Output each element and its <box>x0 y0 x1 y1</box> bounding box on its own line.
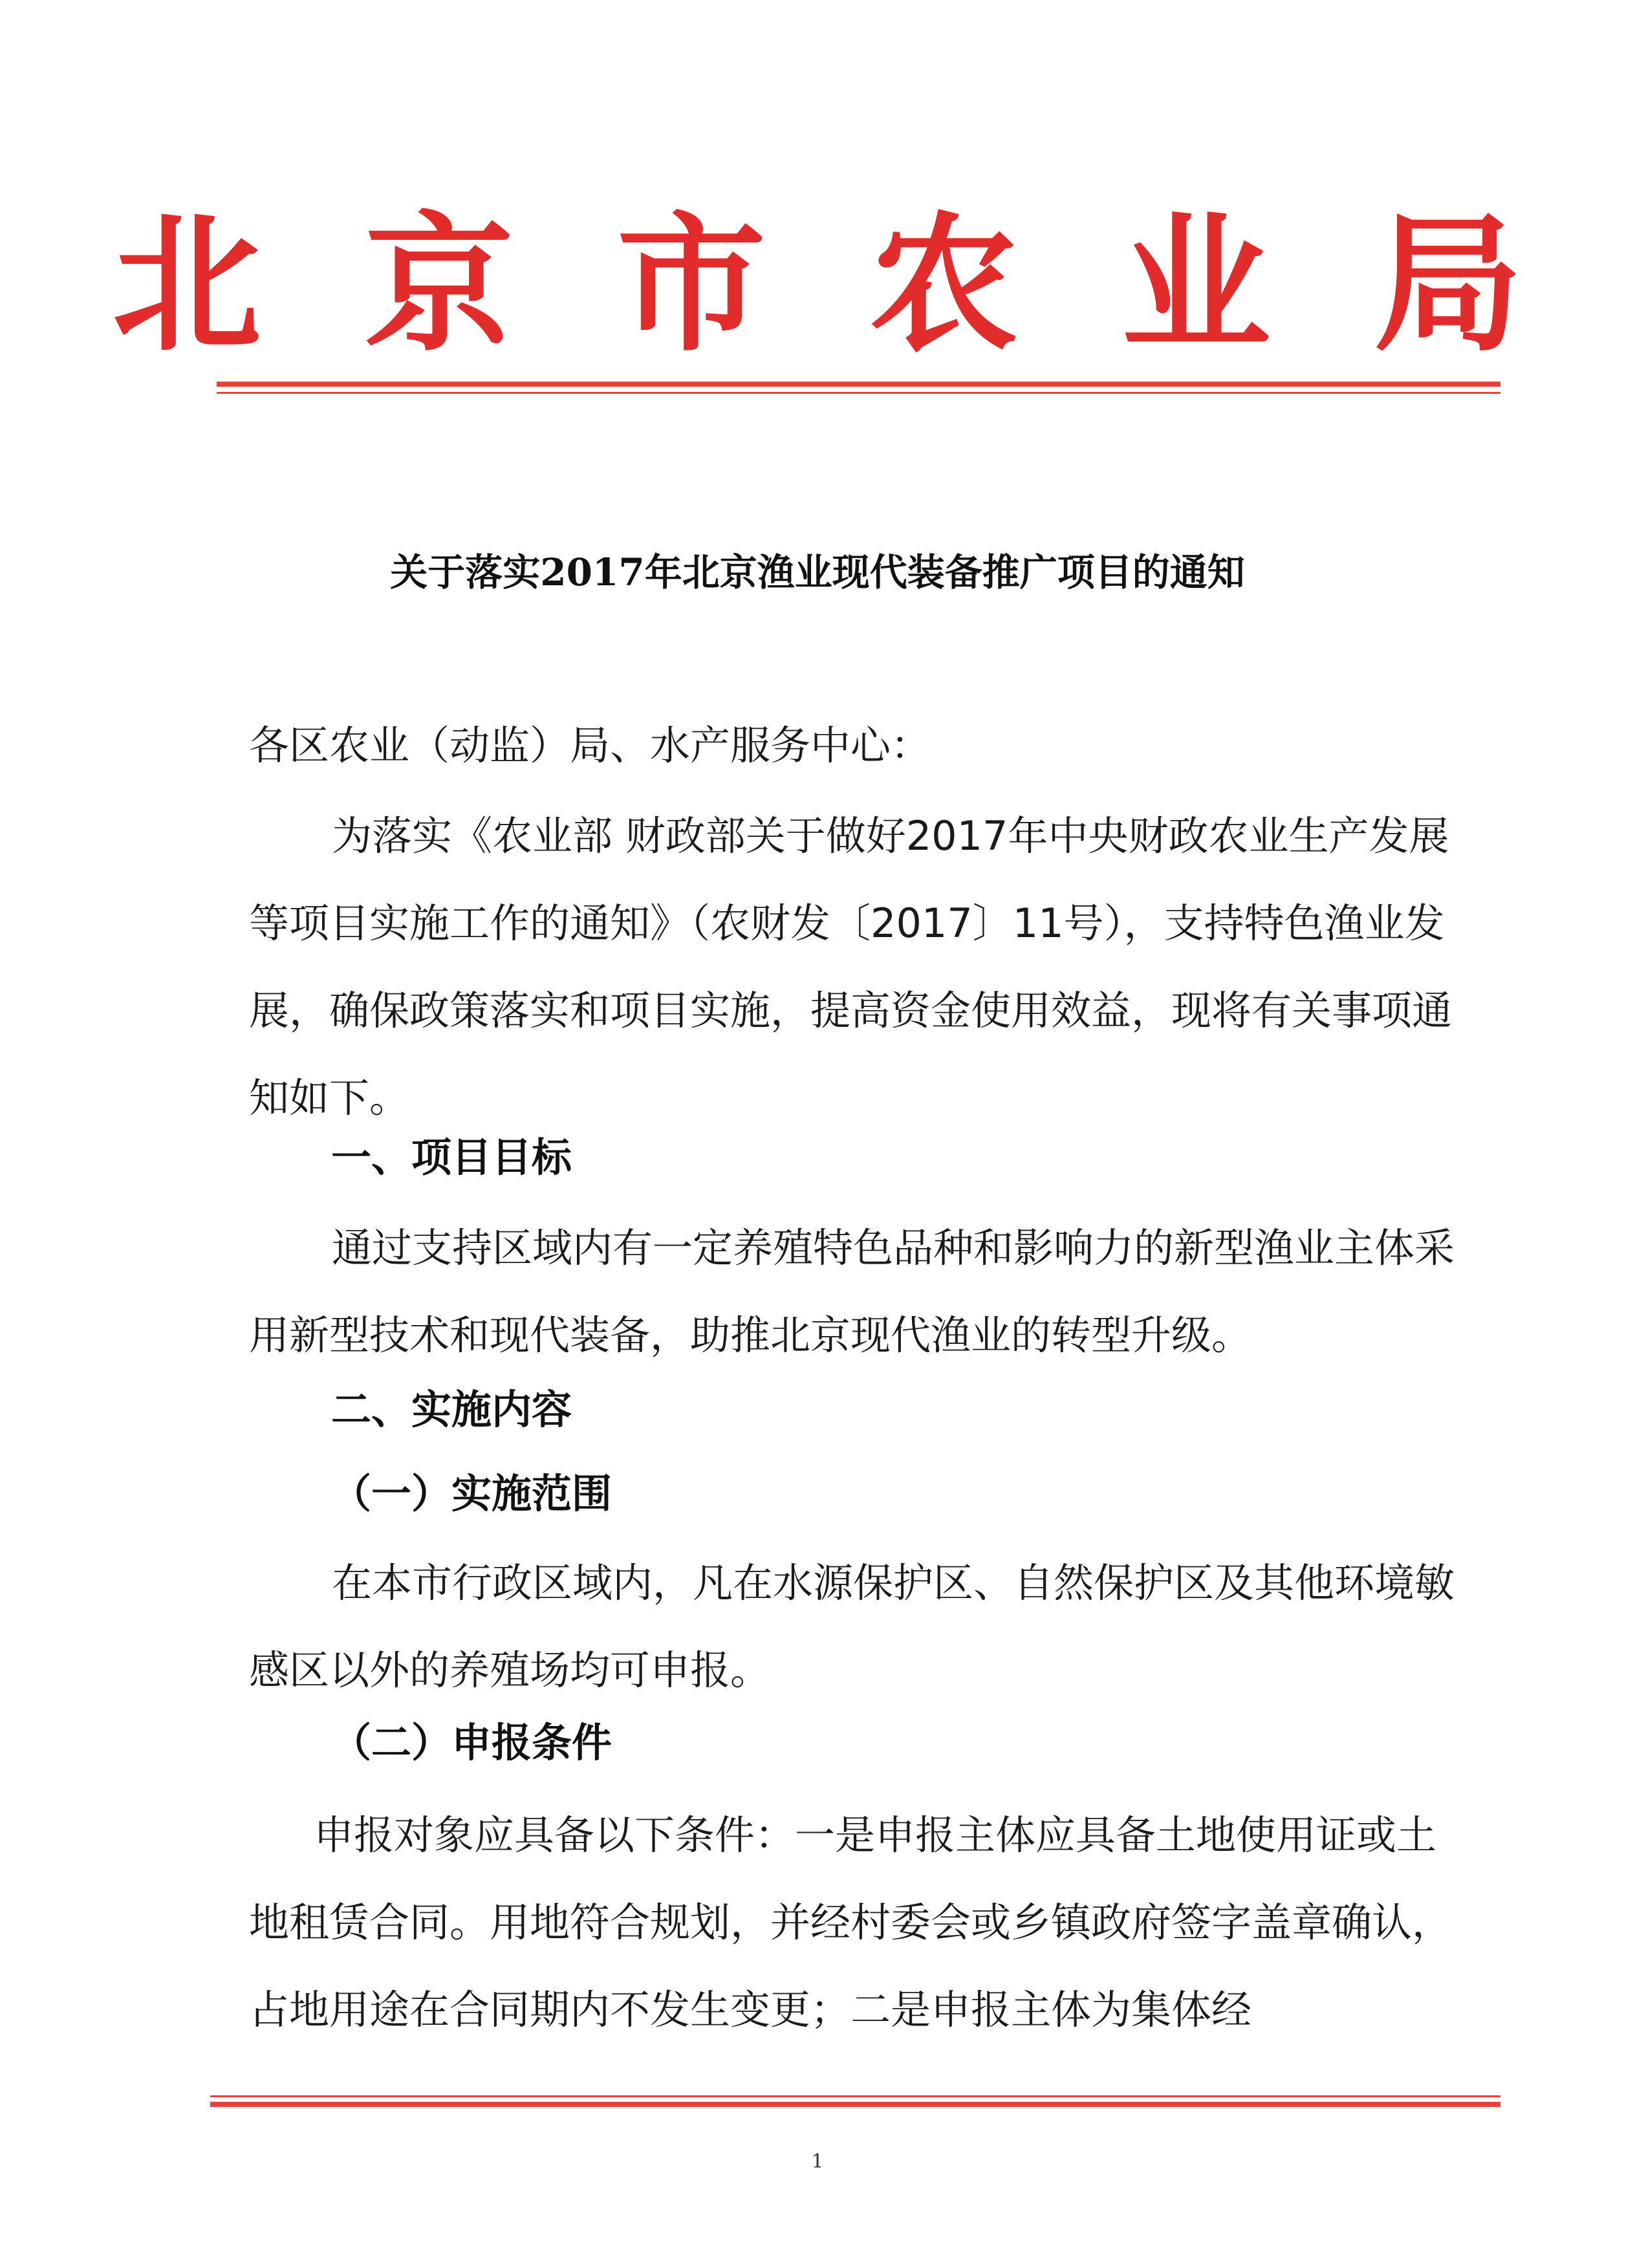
masthead-char: 北 <box>112 197 261 372</box>
document-title: 关于落实2017年北京渔业现代装备推广项目的通知 <box>390 550 1245 594</box>
masthead-char: 业 <box>1121 197 1271 372</box>
masthead-char: 市 <box>616 197 766 372</box>
top-rule-thin <box>217 392 1500 394</box>
section-2-heading: 二、实施内容 <box>331 1386 572 1433</box>
top-rule-thick <box>217 382 1500 387</box>
masthead <box>0 194 1635 375</box>
subsection-2-text: 申报对象应具备以下条件：一是申报主体应具备土地使用证或土地租赁合同。用地符合规划，并经村委会或乡镇政府签字盖章确认，占地用途在合同期内不发生变更；二是申报主体为集体经 <box>249 1811 1453 2033</box>
page-number: 1 <box>811 2150 824 2173</box>
intro-paragraph: 为落实《农业部 财政部关于做好2017年中央财政农业生产发展等项目实施工作的通知》（农财发〔2017〕11号），支持特色渔业发展，确保政策落实和项目实施，提高资金使用效益，现将有关事项通知如下。 <box>249 812 1453 1121</box>
bottom-rule-thick <box>210 2102 1500 2107</box>
subsection-2-heading: （二）申报条件 <box>331 1719 612 1766</box>
salutation: 各区农业（动监）局、水产服务中心： <box>249 722 931 769</box>
section-1-text: 通过支持区域内有一定养殖特色品种和影响力的新型渔业主体采用新型技术和现代装备，助推北京现代渔业的转型升级。 <box>249 1224 1455 1359</box>
subsection-1-text: 在本市行政区域内，凡在水源保护区、自然保护区及其他环境敏感区以外的养殖场均可申报。 <box>249 1559 1455 1694</box>
subsection-1-heading: （一）实施范围 <box>331 1470 612 1517</box>
masthead-char: 京 <box>364 197 514 372</box>
masthead-char: 农 <box>869 197 1019 372</box>
bottom-rule-thin <box>210 2095 1500 2097</box>
section-1-heading: 一、项目目标 <box>331 1134 572 1181</box>
masthead-char: 局 <box>1374 197 1523 372</box>
